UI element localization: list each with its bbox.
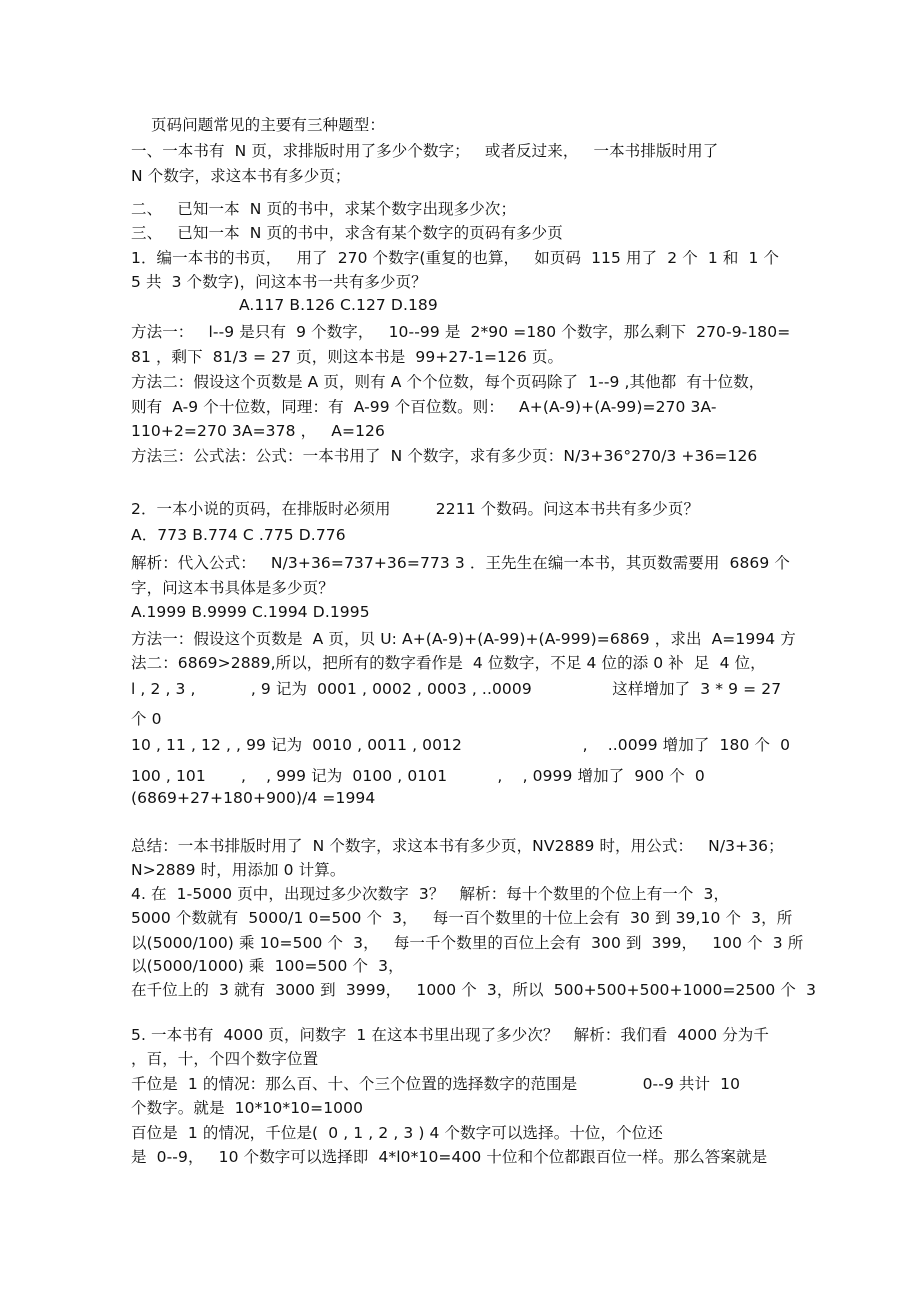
question-5-line-2: ，百，十，个四个数字位置: [131, 1050, 319, 1068]
q3-method-line-2: 法二：6869>2889,所以，把所有的数字看作是 4 位数字，不足 4 位的添 0 补 足 4 位，: [131, 654, 766, 672]
q3-pad-row-2: 10 , 11 , 12 , , 99 记为 0010 , 0011 , 0012 , ..0099 增加了 180 个 0: [131, 736, 791, 754]
question-4-line-3: 以(5000/100) 乘 10=500 个 3， 每一千个数里的百位上会有 300 到 399， 100 个 3 所: [131, 934, 804, 952]
summary-line-2: N>2889 时，用添加 0 计算。: [131, 861, 346, 879]
q3-method-line-1: 方法一：假设这个页数是 A 页，贝 U: A+(A-9)+(A-99)+(A-999)=6869 ，求出 A=1994 方: [131, 630, 796, 648]
q1-method-1-line-2: 81 ，剩下 81/3 = 27 页，则这本书是 99+27-1=126 页。: [131, 348, 564, 366]
question-4-line-4: 以(5000/1000) 乘 100=500 个 3，: [131, 957, 404, 975]
q1-method-2-line-1: 方法二：假设这个页数是 A 页，则有 A 个个位数，每个页码除了 1--9 ,其他都 有十位数，: [131, 373, 765, 391]
q5-thousands-line-1: 千位是 1 的情况：那么百、十、个三个位置的选择数字的范围是 0--9 共计 10: [131, 1075, 741, 1093]
q1-method-2-line-3: 110+2=270 3A=378 ， A=126: [131, 422, 385, 440]
q5-hundreds-line-1: 百位是 1 的情况，千位是( 0 , 1 , 2 , 3 ) 4 个数字可以选择。十位，个位还: [131, 1124, 663, 1142]
question-2-options: A．773 B.774 C .775 D.776: [131, 526, 346, 544]
q1-method-3-line: 方法三：公式法：公式：一本书用了 N 个数字，求有多少页：N/3+36°270/3 +36=126: [131, 447, 758, 465]
type-three-line: 三、 已知一本 N 页的书中，求含有某个数字的页码有多少页: [131, 224, 563, 242]
question-3-line-2: 字，问这本书具体是多少页？: [131, 579, 334, 597]
question-4-line-5: 在千位上的 3 就有 3000 到 3999， 1000 个 3，所以 500+500+500+1000=2500 个 3: [131, 981, 817, 999]
question-4-line-2: 5000 个数就有 5000/1 0=500 个 3， 每一百个数里的十位上会有 30 到 39,10 个 3，所: [131, 909, 793, 927]
intro-heading: 页码问题常见的主要有三种题型：: [151, 116, 386, 134]
type-one-line-1: 一、一本书有 N 页，求排版时用了多少个数字； 或者反过来， 一本书排版时用了: [131, 142, 719, 160]
q1-method-1-line-1: 方法一： l--9 是只有 9 个数字， 10--99 是 2*90 =180 个数字，那么剩下 270-9-180=: [131, 323, 791, 341]
type-one-line-2: N 个数字，求这本书有多少页；: [131, 167, 351, 185]
q1-method-2-line-2: 则有 A-9 个十位数，同理：有 A-99 个百位数。则： A+(A-9)+(A-99)=270 3A-: [131, 398, 717, 416]
question-1-line-1: 1．编一本书的书页， 用了 270 个数字(重复的也算， 如页码 115 用了 2 个 1 和 1 个: [131, 249, 780, 267]
question-1-line-2: 5 共 3 个数字)，问这本书一共有多少页？: [131, 273, 427, 291]
q5-thousands-line-2: 个数字。就是 10*10*10=1000: [131, 1099, 364, 1117]
q3-pad-row-1-cont: 个 0: [131, 710, 162, 728]
question-2-line: 2．一本小说的页码，在排版时必须用 2211 个数码。问这本书共有多少页？: [131, 500, 700, 518]
question-3-options: A.1999 B.9999 C.1994 D.1995: [131, 603, 370, 621]
summary-line-1: 总结：一本书排版时用了 N 个数字，求这本书有多少页，NV2889 时，用公式： N/3+36；: [131, 837, 784, 855]
q5-hundreds-line-2: 是 0--9， 10 个数字可以选择即 4*l0*10=400 十位和个位都跟百位一样。那么答案就是: [131, 1148, 768, 1166]
type-two-line: 二、 已知一本 N 页的书中，求某个数字出现多少次；: [131, 200, 517, 218]
q3-pad-row-1: l , 2 , 3 , , 9 记为 0001 , 0002 , 0003 , ..0009 这样增加了 3 * 9 = 27: [131, 680, 782, 698]
q3-result: (6869+27+180+900)/4 =1994: [131, 789, 376, 807]
q2-analysis-q3-line-1: 解析：代入公式： N/3+36=737+36=773 3 ．王先生在编一本书，其页数需要用 6869 个: [131, 554, 790, 572]
question-1-options: A.117 B.126 C.127 D.189: [239, 296, 438, 314]
q3-pad-row-3: 100 , 101 , , 999 记为 0100 , 0101 , , 0999 增加了 900 个 0: [131, 767, 705, 785]
question-4-line-1: 4. 在 1-5000 页中，出现过多少次数字 3？ 解析：每十个数里的个位上有一个 3，: [131, 885, 730, 903]
question-5-line-1: 5. 一本书有 4000 页，问数字 1 在这本书里出现了多少次？ 解析：我们看 4000 分为千: [131, 1026, 769, 1044]
